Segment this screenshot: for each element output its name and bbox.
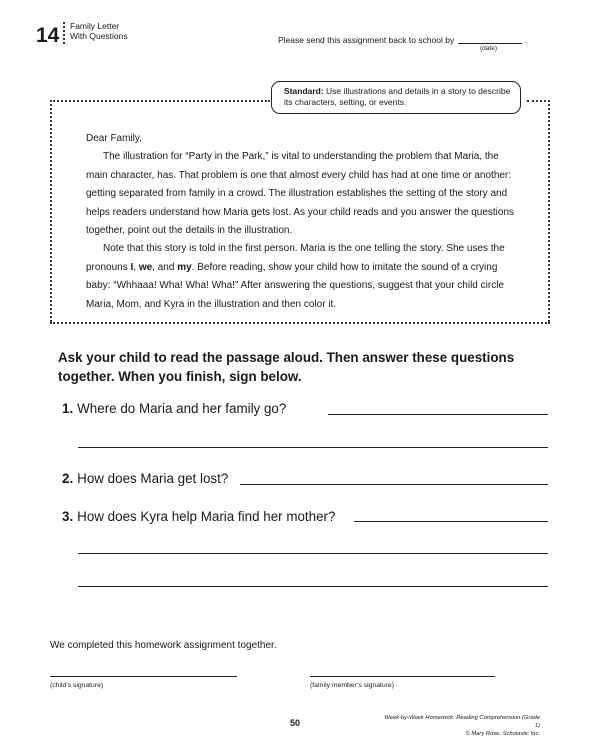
question-2 <box>62 471 228 486</box>
letter-greeting: Dear Family, <box>86 133 142 144</box>
letter-paragraph-1: The illustration for “Party in the Park,” is vital to understanding the problem that Maria, the main character, has. That problem is one that almost every child has had at one time or another: getting separated from family in a crowd. The illustration establishes the setting of the story and helps readers understand how Maria gets lost. As your child reads and you answer the questions together, point out the details in the illustration. <box>86 151 515 237</box>
answer-3-line-1[interactable] <box>354 521 548 522</box>
answer-1-line-2[interactable] <box>78 447 548 448</box>
question-3-number: 3. <box>62 509 74 524</box>
pronoun-we: we <box>138 261 153 273</box>
standard-box <box>271 81 521 114</box>
credit <box>380 714 540 738</box>
lesson-number: 14 <box>36 24 60 47</box>
standard-text: Use illustrations and details in a story to describe its characters, setting, or events. <box>284 86 511 107</box>
date-caption: (date) <box>480 45 497 52</box>
letter-paragraph-2 <box>86 240 516 314</box>
question-1 <box>62 401 286 416</box>
question-2-number: 2. <box>62 471 74 486</box>
standard-label: Standard: <box>284 86 324 96</box>
frame-border-top-right <box>527 100 550 102</box>
lesson-label-line1: Family Letter <box>70 21 120 31</box>
question-1-text: Where do Maria and her family go? <box>77 401 287 416</box>
family-letter <box>86 130 516 314</box>
lesson-label <box>70 21 128 41</box>
p2-after: . Before reading, show your child how to imitate the sound of a crying baby: “Whhaaa! Wha! Wha! Wha!” After answering the questions, suggest that your child circle Maria, Mom, and Kyra in the illustration and then color it. <box>86 261 504 310</box>
instructions: Ask your child to read the passage aloud. Then answer these questions together. When you finish, sign below. <box>58 350 515 384</box>
send-back-text: Please send this assignment back to school by <box>278 35 455 45</box>
question-2-text: How does Maria get lost? <box>77 471 229 486</box>
credit-line-1: Week-by-Week Homework: Reading Comprehension (Grade 1) <box>384 715 540 729</box>
p2-sep2: , and <box>152 261 178 273</box>
pronoun-my: my <box>177 261 192 273</box>
lesson-label-line2: With Questions <box>70 31 128 41</box>
answer-3-line-2[interactable] <box>78 553 548 554</box>
frame-border-left <box>50 100 52 322</box>
child-signature-line[interactable] <box>50 676 237 677</box>
frame-border-bottom <box>50 322 550 324</box>
question-3 <box>62 509 335 524</box>
date-punctuation: . <box>525 35 528 45</box>
p2-sep1: , <box>133 261 139 273</box>
question-3-text: How does Kyra help Maria find her mother? <box>77 509 336 524</box>
header-divider <box>63 22 65 44</box>
credit-line-2: © Mary Rose, Scholastic Inc. <box>465 731 540 737</box>
pronoun-i: I <box>130 261 134 273</box>
page-number: 50 <box>290 718 301 728</box>
frame-border-right <box>548 100 550 322</box>
family-signature-line[interactable] <box>310 676 495 677</box>
completed-statement: We completed this homework assignment together. <box>50 640 277 651</box>
answer-2-line-1[interactable] <box>240 484 548 485</box>
p2-before: Note that this story is told in the first person. Maria is the one telling the story. She uses the pronouns <box>86 243 505 273</box>
frame-border-top-left <box>50 100 270 102</box>
child-signature-caption: (child’s signature) <box>50 682 104 689</box>
question-1-number: 1. <box>62 401 74 416</box>
family-signature-caption: (family member’s signature) <box>310 682 394 689</box>
answer-3-line-3[interactable] <box>78 586 548 587</box>
date-field[interactable] <box>458 43 522 44</box>
answer-1-line-1[interactable] <box>328 414 548 415</box>
